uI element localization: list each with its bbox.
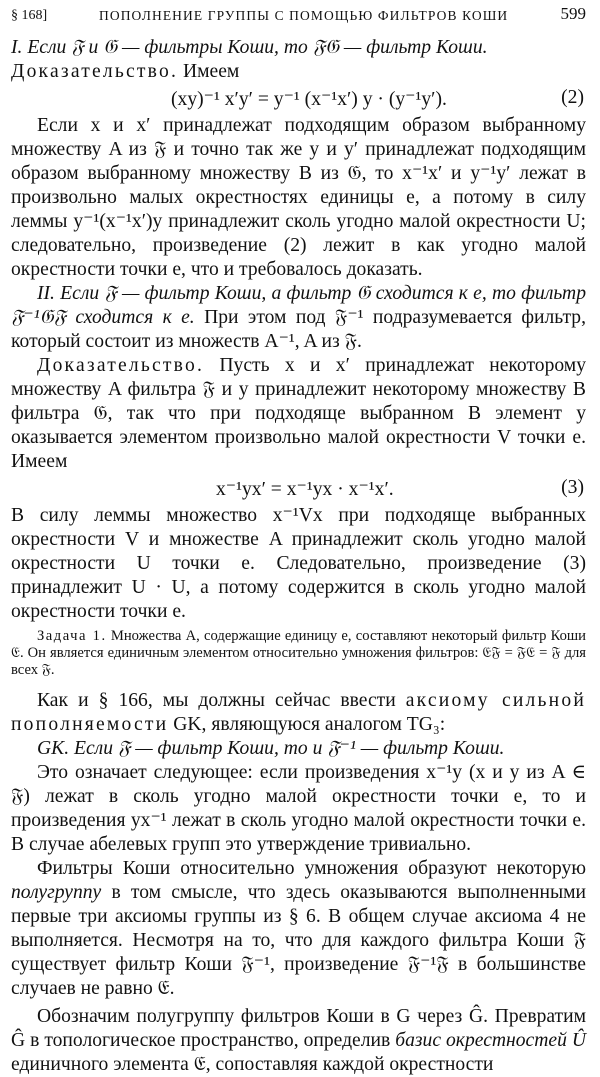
exercise-1: Задача 1. Множества A, содержащие единицу e, составляют некоторый фильтр Коши 𝔈. Он является единичным элементом относительно умножения фильтров: 𝔈𝔉 = 𝔉𝔈 = 𝔉 для всех 𝔉.: [11, 628, 586, 678]
formula-2-expression: (xy)⁻¹ x′y′ = y⁻¹ (x⁻¹x′) y · (y⁻¹y′).: [171, 89, 447, 110]
proof-one-body: Если x и x′ принадлежат подходящим образом выбранному множеству A из 𝔉 и точно так же y и y′ принадлежат подходящим образом выбранному множеству B из 𝔊, то x⁻¹x′ и y⁻¹y′ лежат в произвольно малых окрестностях единицы e, а потому в силу леммы y⁻¹(x⁻¹x′)y принадлежит сколь угодно малой окрестности U; следовательно, произведение (2) лежит в как угодно малой окрестности точки e, что и требовалось доказать.: [11, 115, 586, 280]
exercise-block: [11, 628, 586, 679]
formula-3: [11, 474, 586, 504]
proposition-two: II. Если 𝔉 — фильтр Коши, а фильтр 𝔊 сходится к e, то фильтр 𝔉⁻¹𝔊𝔉 сходится к e. При этом под 𝔉⁻¹ подразумевается фильтр, который состоит из множеств A⁻¹, A из 𝔉.: [11, 283, 586, 352]
proof-two: Доказательство. Пусть x и x′ принадлежат некоторому множеству A фильтра 𝔉 и y принадлежит некоторому множеству B фильтра 𝔊, так что при подходяще выбранном B элемент y оказывается элементом произвольно малой окрестности V точки e. Имеем: [11, 355, 586, 472]
formula-3-expression: x⁻¹yx′ = x⁻¹yx · x⁻¹x′.: [216, 479, 394, 500]
page-number: 599: [560, 4, 586, 23]
semigroup-paragraph: Фильтры Коши относительно умножения образуют некоторую полугруппу в том смысле, что здесь оказываются выполненными первые три аксиомы группы из § 6. В общем случае аксиома 4 не выполняется. Несмотря на то, что для каждого фильтра Коши 𝔉 существует фильтр Коши 𝔉⁻¹, произведение 𝔉⁻¹𝔉 в большинстве случаев не равно 𝔈.: [11, 858, 586, 999]
topology-paragraph: Обозначим полугруппу фильтров Коши в G через Ĝ. Превратим Ĝ в топологическое пространство, определив базис окрестностей Û единичного элемента 𝔈, сопоставляя каждой окрестности: [11, 1006, 587, 1075]
section-reference: § 168]: [11, 8, 48, 23]
axiom-explanation: Это означает следующее: если произведения x⁻¹y (x и y из A ∈ 𝔉) лежат в сколь угодно малой окрестности точки e, то и произведения yx⁻¹ лежат в сколь угодно малой окрестности точки e. В случае абелевых групп это утверждение тривиально.: [11, 762, 586, 855]
proof-one-intro: Доказательство. Имеем: [11, 61, 240, 82]
proposition-one: I. Если 𝔉 и 𝔊 — фильтры Коши, то 𝔉𝔊 — фильтр Коши.: [11, 37, 488, 58]
proof-two-conclusion: В силу леммы множество x⁻¹Vx при подходяще выбранных окрестности V и множестве A принадлежит сколь угодно малой окрестности U точки e. Следовательно, произведение (3) принадлежит U · U, а потому содержится в сколь угодно малой окрестности точки e.: [11, 505, 586, 622]
formula-3-number: (3): [561, 477, 584, 498]
axiom-intro: Как и § 166, мы должны сейчас ввести аксиому сильной пополняемости GK, являющуюся аналогом TG₃:: [11, 690, 587, 735]
running-title: ПОПОЛНЕНИЕ ГРУППЫ С ПОМОЩЬЮ ФИЛЬТРОВ КОШИ: [99, 8, 509, 23]
running-header: [11, 0, 586, 36]
formula-2: [11, 84, 586, 114]
axiom-gk: GK. Если 𝔉 — фильтр Коши, то и 𝔉⁻¹ — фильтр Коши.: [37, 738, 505, 759]
formula-2-number: (2): [561, 87, 584, 108]
